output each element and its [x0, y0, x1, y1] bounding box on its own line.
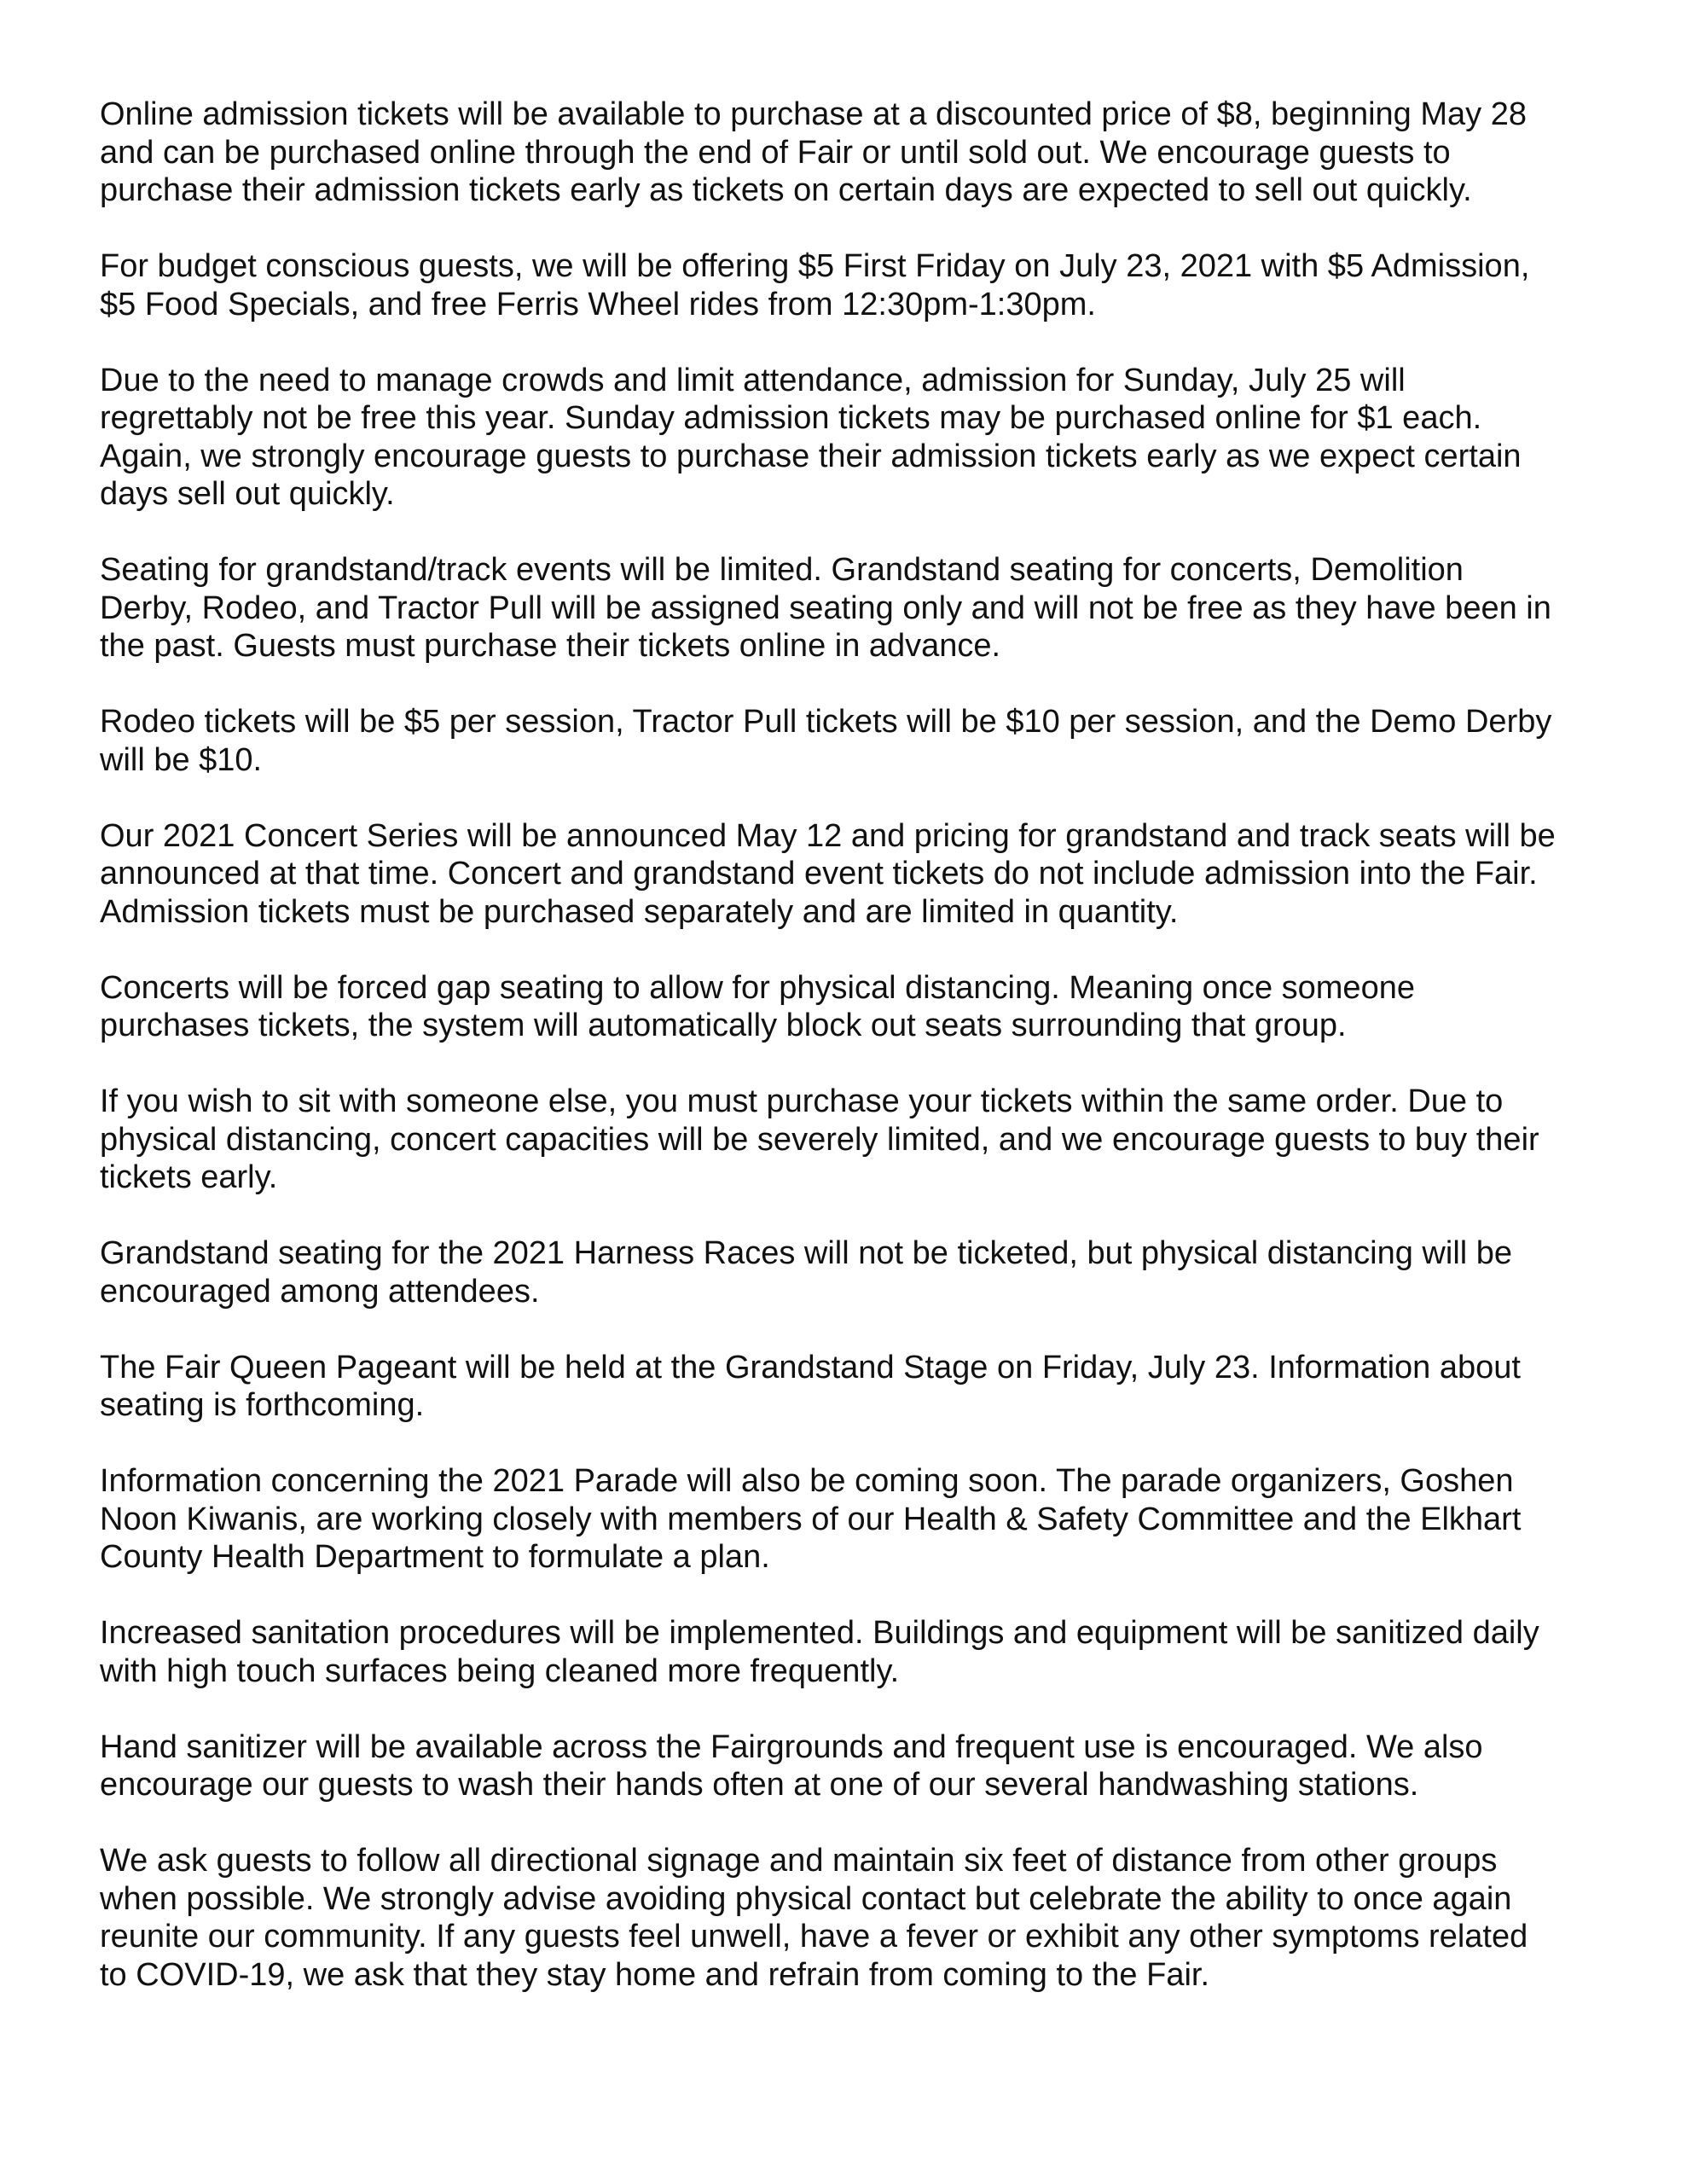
paragraph-line: Seating for grandstand/track events will be limited. Grandstand seating for concerts, Demolition: [100, 552, 1464, 588]
paragraph-line: encourage our guests to wash their hands often at one of our several handwashing stations.: [100, 1767, 1419, 1803]
paragraph-line: Admission tickets must be purchased separately and are limited in quantity.: [100, 893, 1179, 930]
paragraph: [100, 551, 1614, 665]
paragraph-line: Concerts will be forced gap seating to allow for physical distancing. Meaning once someone: [100, 969, 1415, 1006]
paragraph-line: reunite our community. If any guests feel unwell, have a fever or exhibit any other symptoms related: [100, 1919, 1528, 1955]
paragraph-line: Again, we strongly encourage guests to purchase their admission tickets early as we expect certain: [100, 438, 1522, 474]
paragraph-line: to COVID-19, we ask that they stay home and refrain from coming to the Fair.: [100, 1956, 1210, 1993]
paragraph: [100, 1728, 1614, 1804]
paragraph-line: encouraged among attendees.: [100, 1273, 540, 1310]
paragraph: [100, 362, 1614, 514]
paragraph-line: Hand sanitizer will be available across the Fairgrounds and frequent use is encouraged. We also: [100, 1728, 1483, 1765]
paragraph-line: Information concerning the 2021 Parade will also be coming soon. The parade organizers, Goshen: [100, 1463, 1514, 1499]
paragraph: [100, 1083, 1614, 1197]
paragraph-line: purchases tickets, the system will automatically block out seats surrounding that group.: [100, 1008, 1347, 1043]
paragraph-line: days sell out quickly.: [100, 476, 395, 512]
paragraph-line: will be $10.: [100, 741, 263, 778]
paragraph: [100, 247, 1614, 323]
paragraph-line: We ask guests to follow all directional signage and maintain six feet of distance from other groups: [100, 1843, 1498, 1879]
paragraph-line: County Health Department to formulate a plan.: [100, 1539, 770, 1575]
paragraph: [100, 703, 1614, 779]
document-page: [100, 96, 1614, 2032]
paragraph-line: when possible. We strongly advise avoiding physical contact but celebrate the ability to once again: [100, 1880, 1512, 1917]
paragraph-line: and can be purchased online through the end of Fair or until sold out. We encourage guests to: [100, 134, 1451, 171]
paragraph-line: announced at that time. Concert and grandstand event tickets do not include admission into the Fair.: [100, 856, 1538, 892]
paragraph-line: Our 2021 Concert Series will be announced May 12 and pricing for grandstand and track seats will be: [100, 817, 1556, 854]
paragraph: [100, 96, 1614, 210]
paragraph-line: For budget conscious guests, we will be offering $5 First Friday on July 23, 2021 with $5 Admission,: [100, 248, 1530, 284]
paragraph-line: Online admission tickets will be available to purchase at a discounted price of $8, beginning May 28: [100, 96, 1527, 132]
paragraph-line: If you wish to sit with someone else, you must purchase your tickets within the same order. Due to: [100, 1083, 1504, 1119]
paragraph: [100, 1842, 1614, 1994]
paragraph: [100, 1462, 1614, 1577]
paragraph-line: tickets early.: [100, 1159, 278, 1195]
paragraph-line: $5 Food Specials, and free Ferris Wheel rides from 12:30pm-1:30pm.: [100, 286, 1096, 322]
paragraph: [100, 969, 1614, 1045]
paragraph-line: regrettably not be free this year. Sunday admission tickets may be purchased online for $1 each.: [100, 400, 1482, 436]
paragraph-line: Grandstand seating for the 2021 Harness Races will not be ticketed, but physical distancing will be: [100, 1235, 1513, 1271]
paragraph-line: purchase their admission tickets early as tickets on certain days are expected to sell out quickly.: [100, 172, 1472, 208]
paragraph-line: Rodeo tickets will be $5 per session, Tractor Pull tickets will be $10 per session, and the Demo Derby: [100, 704, 1552, 740]
paragraph: [100, 817, 1614, 932]
paragraph-line: Noon Kiwanis, are working closely with members of our Health & Safety Committee and the Elkhart: [100, 1501, 1522, 1537]
paragraph-line: the past. Guests must purchase their tickets online in advance.: [100, 628, 1001, 664]
paragraph-line: Derby, Rodeo, and Tractor Pull will be assigned seating only and will not be free as they have been in: [100, 590, 1551, 626]
paragraph-line: The Fair Queen Pageant will be held at the Grandstand Stage on Friday, July 23. Information about: [100, 1349, 1521, 1385]
paragraph-line: Due to the need to manage crowds and limit attendance, admission for Sunday, July 25 will: [100, 362, 1406, 398]
paragraph-line: physical distancing, concert capacities will be severely limited, and we encourage guests to buy their: [100, 1121, 1539, 1158]
paragraph-line: with high touch surfaces being cleaned more frequently.: [100, 1653, 900, 1689]
paragraph-line: seating is forthcoming.: [100, 1387, 425, 1423]
paragraph-line: Increased sanitation procedures will be implemented. Buildings and equipment will be sanitized daily: [100, 1615, 1539, 1651]
paragraph: [100, 1234, 1614, 1310]
paragraph: [100, 1349, 1614, 1425]
paragraph: [100, 1614, 1614, 1690]
